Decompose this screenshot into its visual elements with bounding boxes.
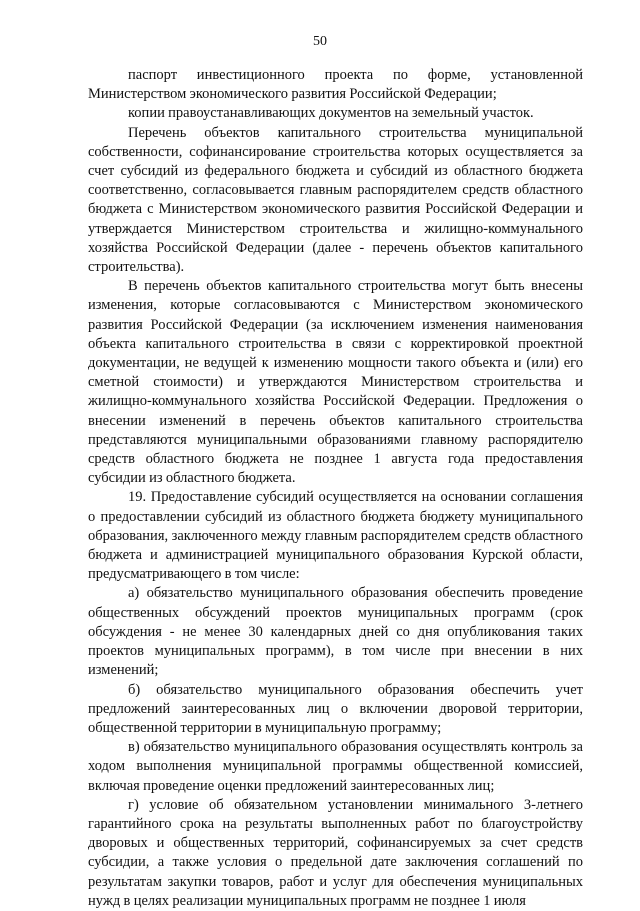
paragraph-investment-passport: паспорт инвестиционного проекта по форме, установленной Министерством экономического развития Российской Федерации; bbox=[88, 67, 583, 103]
paragraph-item-v: в) обязательство муниципального образования осуществлять контроль за ходом выполнения муниципальной программы общественной комиссией, включая проведение оценки предложений заинтересованных лиц; bbox=[88, 739, 583, 794]
paragraph-land-documents: копии правоустанавливающих документов на земельный участок. bbox=[128, 105, 534, 122]
page-number: 50 bbox=[313, 34, 327, 49]
paragraph-item-a: а) обязательство муниципального образования обеспечить проведение общественных обсуждений проектов муниципальных программ (срок обсуждения - не менее 30 календарных дней со дня опубликования таких проектов муниципальных программ), в том числе при внесении в них изменений; bbox=[88, 585, 583, 679]
paragraph-item-g: г) условие об обязательном установлении минимального 3-летнего гарантийного срока на результаты выполненных работ по благоустройству дворовых и общественных территорий, софинансируемых за счет средств субсидии, а также условия о предельной дате заключения соглашений по результатам закупки товаров, работ и услуг для обеспечения муниципальных нужд в целях реализации муниципальных программ не позднее 1 июля bbox=[88, 796, 583, 909]
paragraph-construction-list: Перечень объектов капитального строительства муниципальной собственности, софинансирование строительства которых осуществляется за счет субсидий из федерального бюджета и субсидий из областного бюджета соответственно, согласовывается главным распорядителем средств областного бюджета с Министерством экономического развития Российской Федерации и утверждается Министерством строительства и жилищно-коммунального хозяйства Российской Федерации (далее - перечень объектов капитального строительства). bbox=[88, 124, 583, 276]
paragraph-section-19: 19. Предоставление субсидий осуществляется на основании соглашения о предоставлении субсидий из областного бюджета бюджету муниципального образования, заключенного между главным распорядителем средств областного бюджета и администрацией муниципального образования Курской области, предусматривающего в том числе: bbox=[88, 489, 583, 583]
paragraph-list-changes: В перечень объектов капитального строительства могут быть внесены изменения, которые согласовываются с Министерством экономического развития Российской Федерации (за исключением изменения наименования объекта капитального строительства в связи с корректировкой проектной документации, не ведущей к изменению мощности такого объекта и (или) его сметной стоимости) и утверждаются Министерством строительства и жилищно-коммунального хозяйства Российской Федерации. Предложения о внесении изменений в перечень объектов капитального строительства представляются муниципальными образованиями главному распорядителю средств областного бюджета не позднее 1 августа года предоставления субсидии из областного бюджета. bbox=[88, 278, 583, 487]
paragraph-item-b: б) обязательство муниципального образования обеспечить учет предложений заинтересованных лиц о включении дворовой территории, общественной территории в муниципальную программу; bbox=[88, 681, 583, 736]
document-body bbox=[88, 66, 583, 911]
